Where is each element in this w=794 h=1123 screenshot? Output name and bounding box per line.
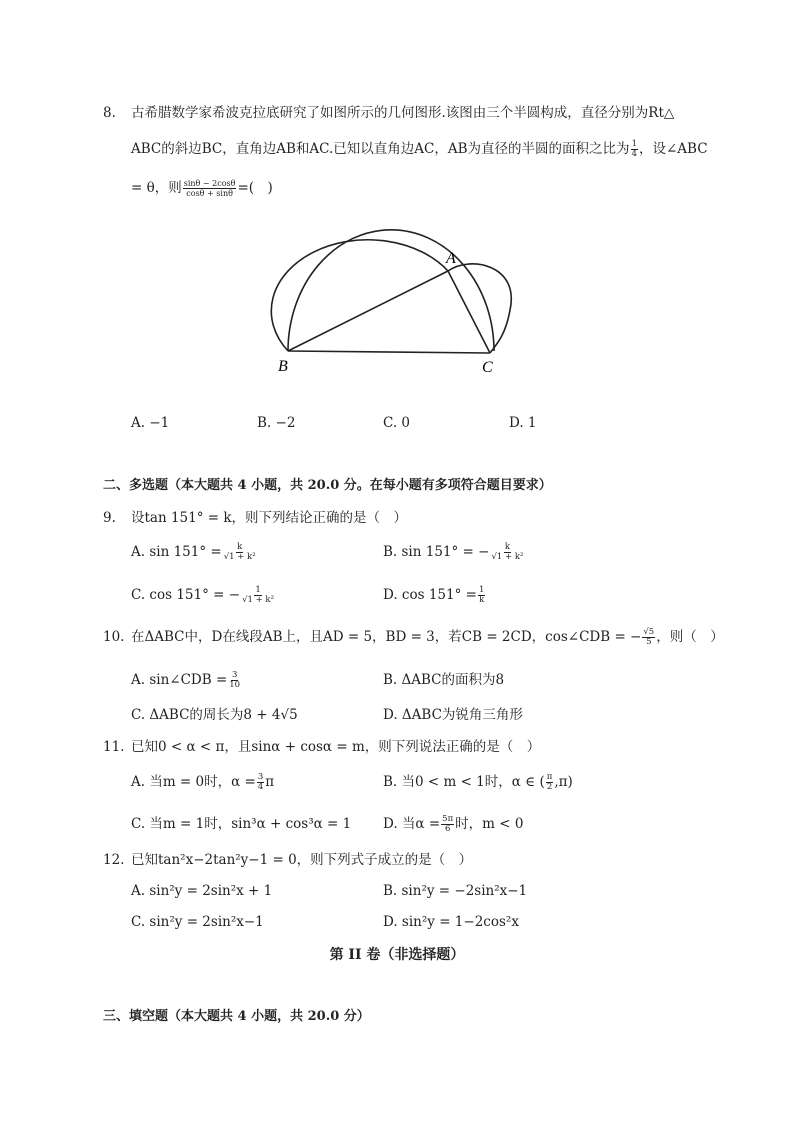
q10-option-b: B. ΔABC的面积为8 bbox=[383, 672, 505, 688]
section-3-title: 三、填空题（本大题共 4 小题，共 20.0 分） bbox=[103, 1009, 370, 1024]
q11-option-d: D. 当α = $\frac{5\pi}{6}$ 时，m < 0 bbox=[383, 814, 524, 834]
semicircle-ab bbox=[271, 240, 448, 351]
part-2-title: 第 II 卷（非选择题） bbox=[329, 947, 465, 963]
q8-stem-line1: 古希腊数学家希波克拉底研究了如图所示的几何图形.该图由三个半圆构成，直径分别为Rt△ bbox=[131, 105, 675, 121]
q8-option-b: B. −2 bbox=[257, 415, 296, 431]
q11-option-c: C. 当m = 1时，sin³α + cos³α = 1 bbox=[131, 816, 352, 832]
q8-stem-line3-end: =( ) bbox=[237, 180, 273, 196]
semicircle-ac bbox=[448, 264, 511, 353]
q10-option-a: A. sin∠CDB = $\frac{3}{10}$ bbox=[131, 670, 241, 690]
q8-stem-line2 bbox=[131, 139, 708, 159]
q12-option-a: A. sin²y = 2sin²x + 1 bbox=[131, 883, 273, 899]
q8-stem-line3 bbox=[131, 178, 273, 198]
q10-option-d: D. ΔABC为锐角三角形 bbox=[383, 707, 523, 723]
q11-stem: 已知0 < α < π，且sinα + cosα = m，则下列说法正确的是（ ） bbox=[131, 739, 541, 755]
q11-number: 11. bbox=[103, 739, 125, 755]
q12-number: 12. bbox=[103, 852, 125, 868]
section-2-title: 二、多选题（本大题共 4 小题，共 20.0 分。在每小题有多项符合题目要求） bbox=[103, 478, 552, 493]
q11-option-a: A. 当m = 0时，α = $\frac{3}{4}$ π bbox=[131, 772, 275, 792]
q12-option-b: B. sin²y = −2sin²x−1 bbox=[383, 883, 528, 899]
q8-number: 8. bbox=[103, 105, 116, 121]
q9-option-c: C. cos 151° = − $\frac{1}{\text{√1 + k²}}$ bbox=[131, 585, 274, 605]
q8-stem-line2-end: ，设∠ABC bbox=[638, 141, 708, 157]
segment-ac bbox=[448, 271, 490, 353]
q10-option-c: C. ΔABC的周长为8 + 4√5 bbox=[131, 707, 298, 723]
q10-stem: 在ΔABC中，D在线段AB上，且AD = 5，BD = 3，若CB = 2CD，cos∠CDB = − $\frac{√5}{5}$ ，则（ ） bbox=[131, 627, 724, 647]
segment-bc bbox=[288, 351, 490, 353]
segment-ab bbox=[288, 271, 448, 351]
q8-figure bbox=[270, 215, 530, 385]
semicircle-bc bbox=[288, 230, 494, 351]
q11-option-b: B. 当0 < m < 1时，α ∈ ( $\frac{\pi}{2}$ ,π) bbox=[383, 772, 573, 792]
q8-option-a: A. −1 bbox=[131, 415, 170, 431]
q9-option-d: D. cos 151° = $\frac{1}{k}$ bbox=[383, 585, 485, 605]
figure-label-b: B bbox=[278, 358, 288, 375]
q12-stem: 已知tan²x−2tan²y−1 = 0，则下列式子成立的是（ ） bbox=[131, 852, 473, 868]
q8-option-c: C. 0 bbox=[383, 415, 411, 431]
q8-option-d: D. 1 bbox=[509, 415, 537, 431]
q10-number: 10. bbox=[103, 629, 125, 645]
q8-stem-line3-text: = θ，则 bbox=[131, 180, 182, 196]
q8-expression-fraction: $\frac{\sin\theta - 2\cos\theta}{\cos\theta + \sin\theta}$ bbox=[183, 179, 236, 198]
q12-option-c: C. sin²y = 2sin²x−1 bbox=[131, 914, 264, 930]
q9-stem: 设tan 151° = k，则下列结论正确的是（ ） bbox=[131, 510, 408, 526]
q9-option-b: B. sin 151° = − $\frac{k}{\text{√1 + k²}}$ bbox=[383, 542, 524, 562]
q8-stem-line2-text: ABC的斜边BC，直角边AB和AC.已知以直角边AC，AB为直径的半圆的面积之比为 bbox=[131, 141, 630, 157]
q8-ratio-fraction: $\frac{1}{4}$ bbox=[631, 139, 637, 159]
q9-number: 9. bbox=[103, 510, 116, 526]
q12-option-d: D. sin²y = 1−2cos²x bbox=[383, 914, 519, 930]
figure-label-c: C bbox=[482, 359, 493, 376]
figure-label-a: A bbox=[446, 250, 456, 267]
q9-option-a: A. sin 151° = $\frac{k}{\text{√1 + k²}}$ bbox=[131, 542, 256, 562]
